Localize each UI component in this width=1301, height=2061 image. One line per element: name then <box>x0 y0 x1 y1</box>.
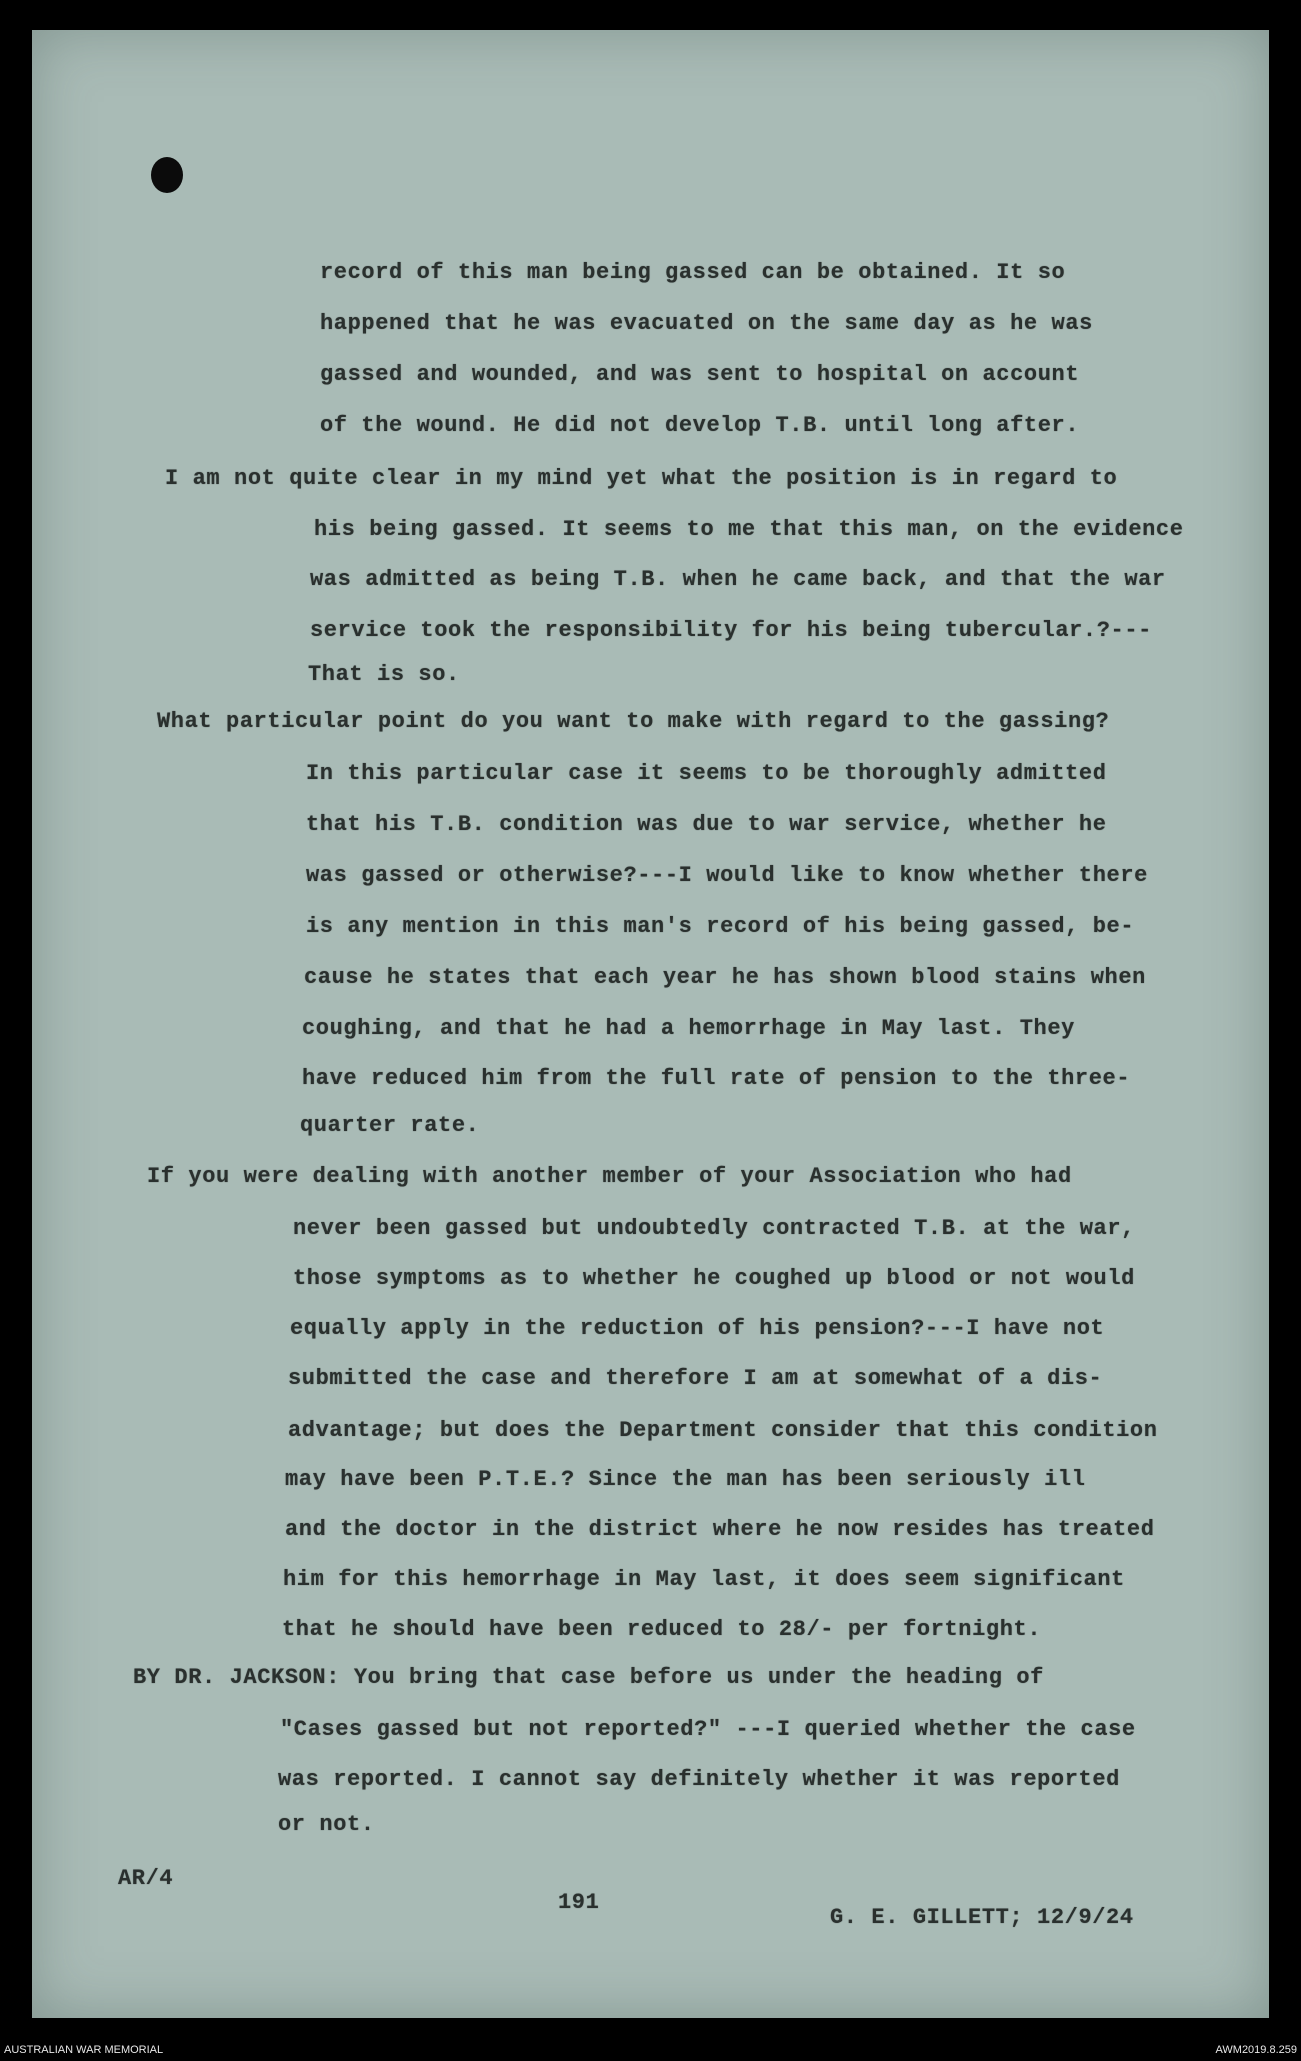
text-line: If you were dealing with another member of your Association who had <box>147 1164 1072 1189</box>
text-line: What particular point do you want to make with regard to the gassing? <box>157 709 1110 734</box>
text-line: was gassed or otherwise?---I would like to know whether there <box>306 863 1148 888</box>
text-line: cause he states that each year he has shown blood stains when <box>304 965 1146 990</box>
text-line: is any mention in this man's record of his being gassed, be- <box>306 914 1135 939</box>
signature-date: G. E. GILLETT; 12/9/24 <box>830 1905 1134 1930</box>
institution-label: AUSTRALIAN WAR MEMORIAL <box>4 2044 164 2056</box>
reference-code: AR/4 <box>118 1866 174 1891</box>
text-line: of the wound. He did not develop T.B. until long after. <box>320 413 1080 438</box>
text-line: equally apply in the reduction of his pension?---I have not <box>290 1316 1105 1341</box>
text-line: those symptoms as to whether he coughed up blood or not would <box>293 1266 1135 1291</box>
text-line: coughing, and that he had a hemorrhage in May last. They <box>302 1016 1075 1041</box>
text-line: that he should have been reduced to 28/- per fortnight. <box>282 1617 1042 1642</box>
text-line: his being gassed. It seems to me that this man, on the evidence <box>314 517 1184 542</box>
text-line: gassed and wounded, and was sent to hospital on account <box>320 362 1080 387</box>
text-line: "Cases gassed but not reported?" ---I queried whether the case <box>280 1717 1136 1742</box>
text-line: I am not quite clear in my mind yet what the position is in regard to <box>165 466 1118 491</box>
text-line: that his T.B. condition was due to war service, whether he <box>306 812 1107 837</box>
text-line: him for this hemorrhage in May last, it does seem significant <box>283 1567 1125 1592</box>
text-line: submitted the case and therefore I am at somewhat of a dis- <box>288 1366 1103 1391</box>
text-line: may have been P.T.E.? Since the man has been seriously ill <box>285 1467 1086 1492</box>
catalogue-id-label: AWM2019.8.259 <box>1215 2044 1297 2056</box>
text-line: was reported. I cannot say definitely whether it was reported <box>278 1767 1120 1792</box>
text-line: and the doctor in the district where he now resides has treated <box>285 1517 1155 1542</box>
punch-hole <box>151 157 183 193</box>
text-line: quarter rate. <box>300 1113 480 1138</box>
text-line: In this particular case it seems to be thoroughly admitted <box>306 761 1107 786</box>
text-line: BY DR. JACKSON: You bring that case before us under the heading of <box>133 1665 1044 1690</box>
text-line: never been gassed but undoubtedly contracted T.B. at the war, <box>293 1216 1135 1241</box>
text-line: That is so. <box>308 662 460 687</box>
page-number: 191 <box>558 1890 600 1915</box>
text-line: or not. <box>278 1812 375 1837</box>
text-line: have reduced him from the full rate of pension to the three- <box>302 1066 1131 1091</box>
text-line: happened that he was evacuated on the same day as he was <box>320 311 1093 336</box>
text-line: was admitted as being T.B. when he came back, and that the war <box>310 567 1166 592</box>
text-line: service took the responsibility for his being tubercular.?--- <box>310 618 1152 643</box>
text-line: record of this man being gassed can be obtained. It so <box>320 260 1066 285</box>
text-line: advantage; but does the Department consider that this condition <box>288 1418 1158 1443</box>
